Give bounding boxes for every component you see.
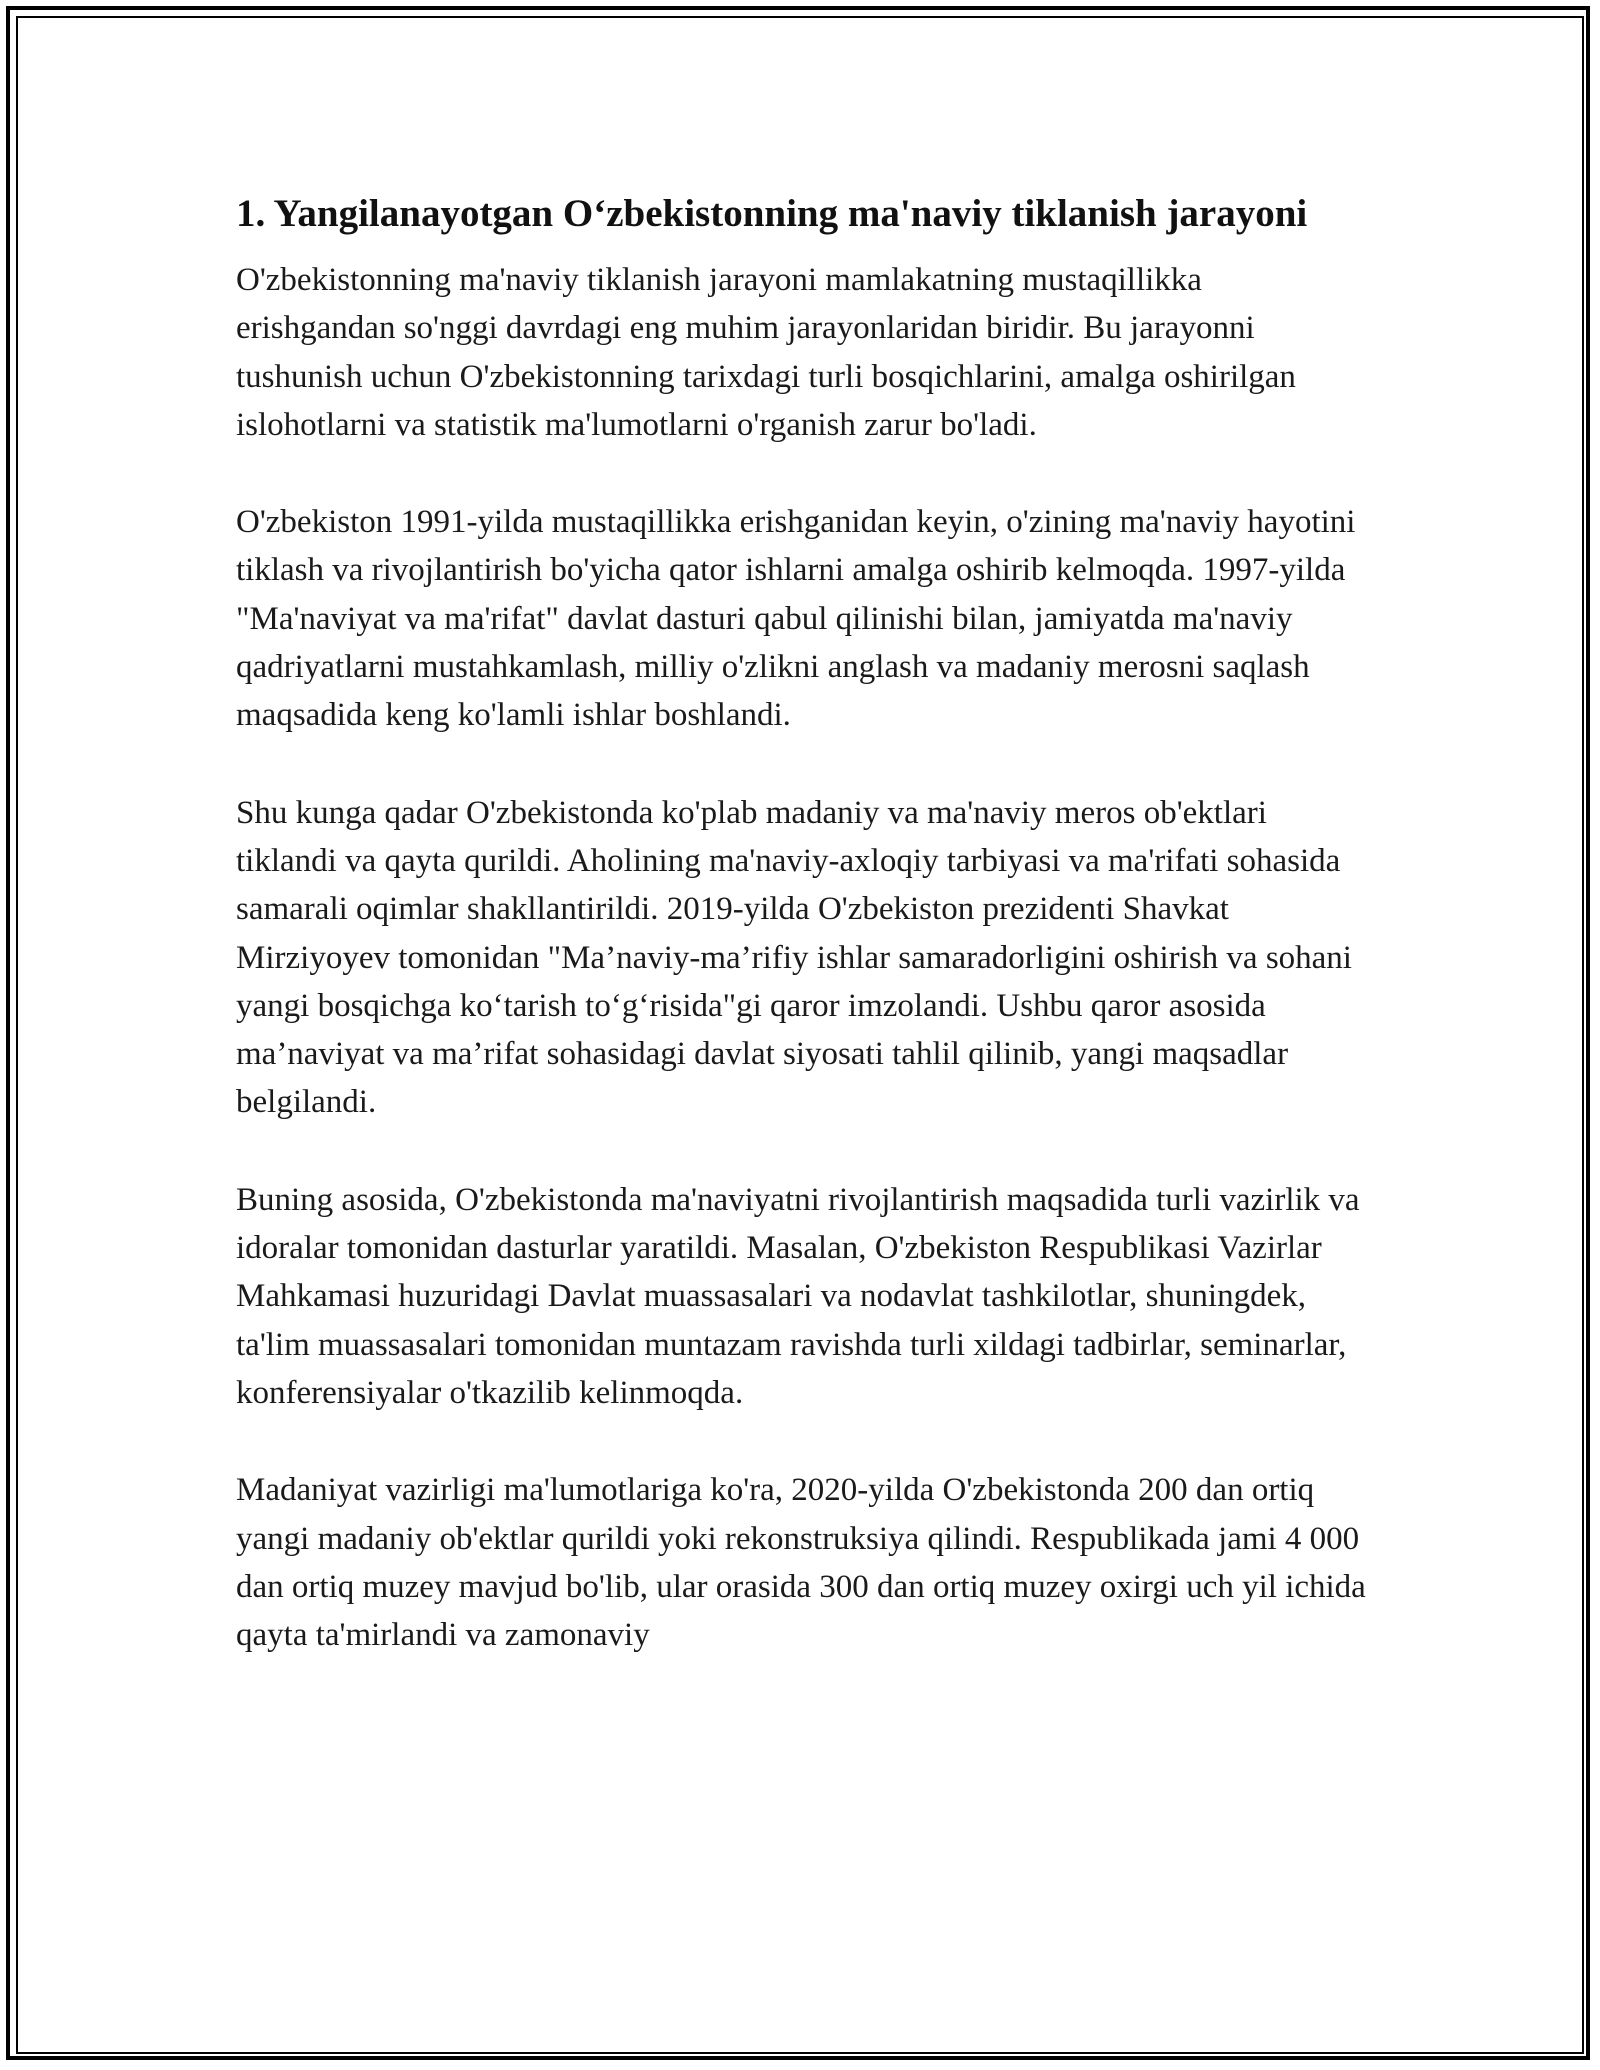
paragraph-4: Buning asosida, O'zbekistonda ma'naviyatni rivojlantirish maqsadida turli vazirlik va idoralar tomonidan dasturlar yaratildi. Masalan, O'zbekiston Respublikasi Vazirlar Mahkamasi huzuridagi Davlat muassasalari va nodavlat tashkilotlar, shuningdek, ta'lim muassasalari tomonidan muntazam ravishda turli xildagi tadbirlar, seminarlar, konferensiyalar o'tkazilib kelinmoqda.	[236, 1181, 1360, 1411]
document-title: 1. Yangilanayotgan O‘zbekistonning ma'naviy tiklanish jarayoni	[236, 192, 1308, 235]
paragraph-3: Shu kunga qadar O'zbekistonda ko'plab madaniy va ma'naviy meros ob'ektlari tiklandi va qayta qurildi. Aholining ma'naviy-axloqiy tarbiyasi va ma'rifati sohasida samarali oqimlar shakllantirildi. 2019-yilda O'zbekiston prezidenti Shavkat Mirziyoyev tomonidan "Ma’naviy-ma’rifiy ishlar samaradorligini oshirish va sohani yangi bosqichga ko‘tarish to‘g‘risida"gi qaror imzolandi. Ushbu qaror asosida ma’naviyat va ma’rifat sohasidagi davlat siyosati tahlil qilinib, yangi maqsadlar belgilandi.	[236, 794, 1352, 1121]
paragraph-2: O'zbekiston 1991-yilda mustaqillikka erishganidan keyin, o'zining ma'naviy hayotini tiklash va rivojlantirish bo'yicha qator ishlarni amalga oshirib kelmoqda. 1997-yilda "Ma'naviyat va ma'rifat" davlat dasturi qabul qilinishi bilan, jamiyatda ma'naviy qadriyatlarni mustahkamlash, milliy o'zlikni anglash va madaniy merosni saqlash maqsadida keng ko'lamli ishlar boshlandi.	[236, 504, 1356, 734]
paragraph-1: O'zbekistonning ma'naviy tiklanish jarayoni mamlakatning mustaqillikka erishgandan so'nggi davrdagi eng muhim jarayonlaridan biridir. Bu jarayonni tushunish uchun O'zbekistonning tarixdagi turli bosqichlarini, amalga oshirilgan islohotlarni va statistik ma'lumotlarni o'rganish zarur bo'ladi.	[236, 262, 1296, 443]
document-body	[236, 186, 1366, 1708]
paragraph-5: Madaniyat vazirligi ma'lumotlariga ko'ra, 2020-yilda O'zbekistonda 200 dan ortiq yangi madaniy ob'ektlar qurildi yoki rekonstruksiya qilindi. Respublikada jami 4 000 dan ortiq muzey mavjud bo'lib, ular orasida 300 dan ortiq muzey oxirgi uch yil ichida qayta ta'mirlandi va zamonaviy	[236, 1472, 1366, 1654]
